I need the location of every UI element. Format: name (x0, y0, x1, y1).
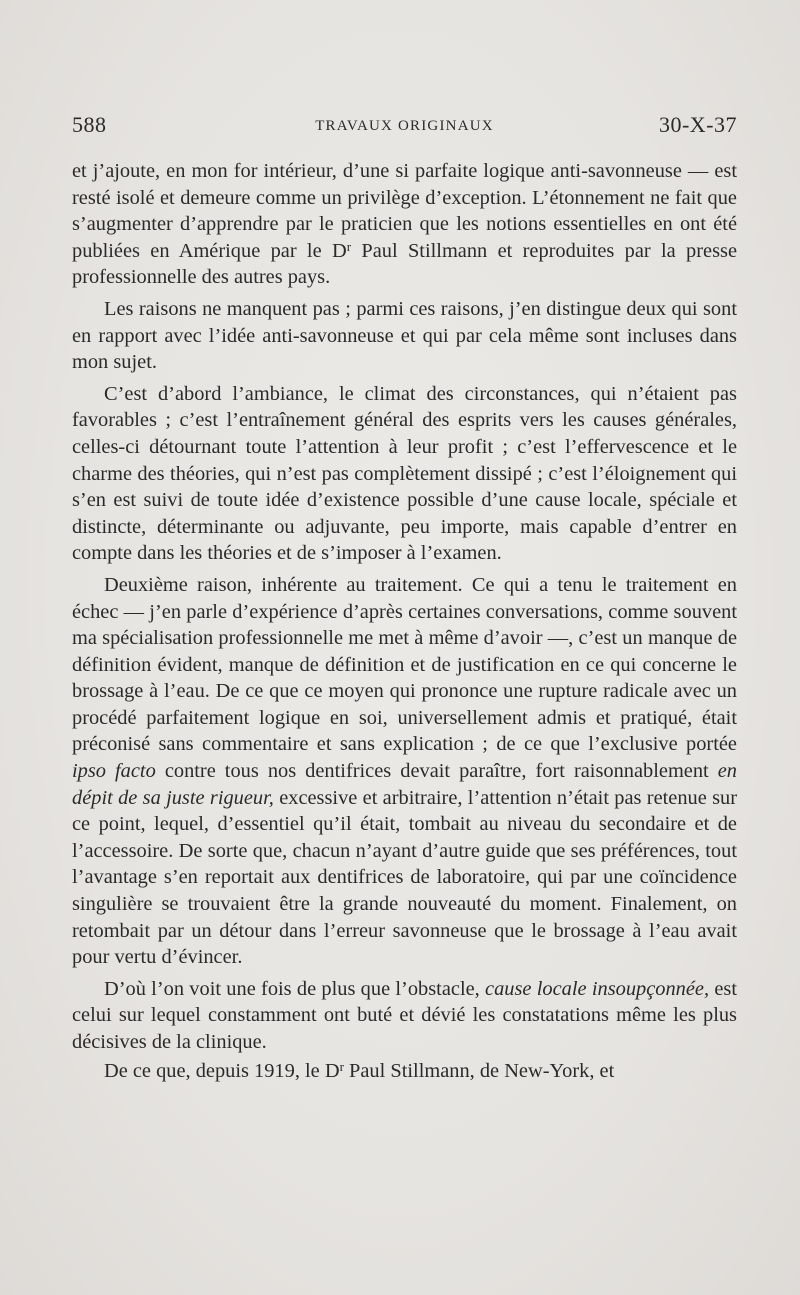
paragraph: Les raisons ne manquent pas ; parmi ces raisons, j’en distingue deux qui sont en rapport avec l’idée anti-savonneuse et qui par cela même sont incluses dans mon sujet. (72, 297, 737, 374)
page-number: 588 (72, 112, 107, 137)
body-text (72, 158, 737, 1084)
running-title: TRAVAUX ORIGINAUX (315, 118, 494, 134)
paragraph: De ce que, depuis 1919, le $D^r$ Paul Stillmann, de New-York, et (104, 1058, 615, 1082)
paragraph: C’est d’abord l’ambiance, le climat des circonstances, qui n’étaient pas favorables ; c’est l’entraînement général des esprits vers les causes générales, celles-ci détournant toute l’attention à leur profit ; c’est l’effervescence et le charme des théories, qui n’est pas complètement dissipé ; c’est l’éloignement qui s’en est suivi de toute idée d’existence possible d’une cause locale, spéciale et distincte, déterminante ou adjuvante, peu importe, mais capable d’entrer en compte dans les théories et de s’imposer à l’examen. (72, 382, 737, 565)
paragraph-continuation: et j’ajoute, en mon for intérieur, d’une si parfaite logique anti-savonneuse — est resté isolé et demeure comme un privilège d’exception. L’étonnement ne fait que s’augmenter d’apprendre par le praticien que les notions essentielles en ont été publiées en Amérique par le $D^r$ Paul Stillmann et reproduites par la presse professionnelle des autres pays. (72, 160, 738, 289)
paragraph: Deuxième raison, inhérente au traitement. Ce qui a tenu le traitement en échec — j’en parle d’expérience d’après certaines conversations, comme souvent ma spécialisation professionnelle me met à même d’avoir —, c’est un manque de définition évident, manque de définition et de justification en ce qui concerne le brossage à l’eau. De ce que ce moyen qui prononce une rupture radicale avec un procédé parfaitement logique en soi, universellement admis et pratiqué, était préconisé sans commentaire et sans explication ; de ce que l’exclusive portée ipso facto contre tous nos dentifrices devait paraître, fort raisonnablement en dépit de sa juste rigueur, excessive et arbitraire, l’attention n’était pas retenue sur ce point, lequel, d’essentiel qu’il était, tombait au niveau du secondaire et de l’accessoire. De sorte que, chacun n’ayant d’autre guide que ses préférences, tout l’avantage s’en reportait aux dentifrices de laboratoire, qui par une coïncidence singulière se trouvaient être la grande nouveauté du moment. Finalement, on retombait par un détour dans l’erreur savonneuse que le brossage à l’eau avait pour vertu d’évincer. (72, 573, 738, 969)
issue-date: 30-X-37 (658, 112, 737, 137)
paragraph: D’où l’on voit une fois de plus que l’obstacle, cause locale insoupçonnée, est celui sur lequel constamment ont buté et dévié les constatations même les plus décisives de la clinique. (72, 977, 738, 1053)
page-header (72, 112, 737, 142)
